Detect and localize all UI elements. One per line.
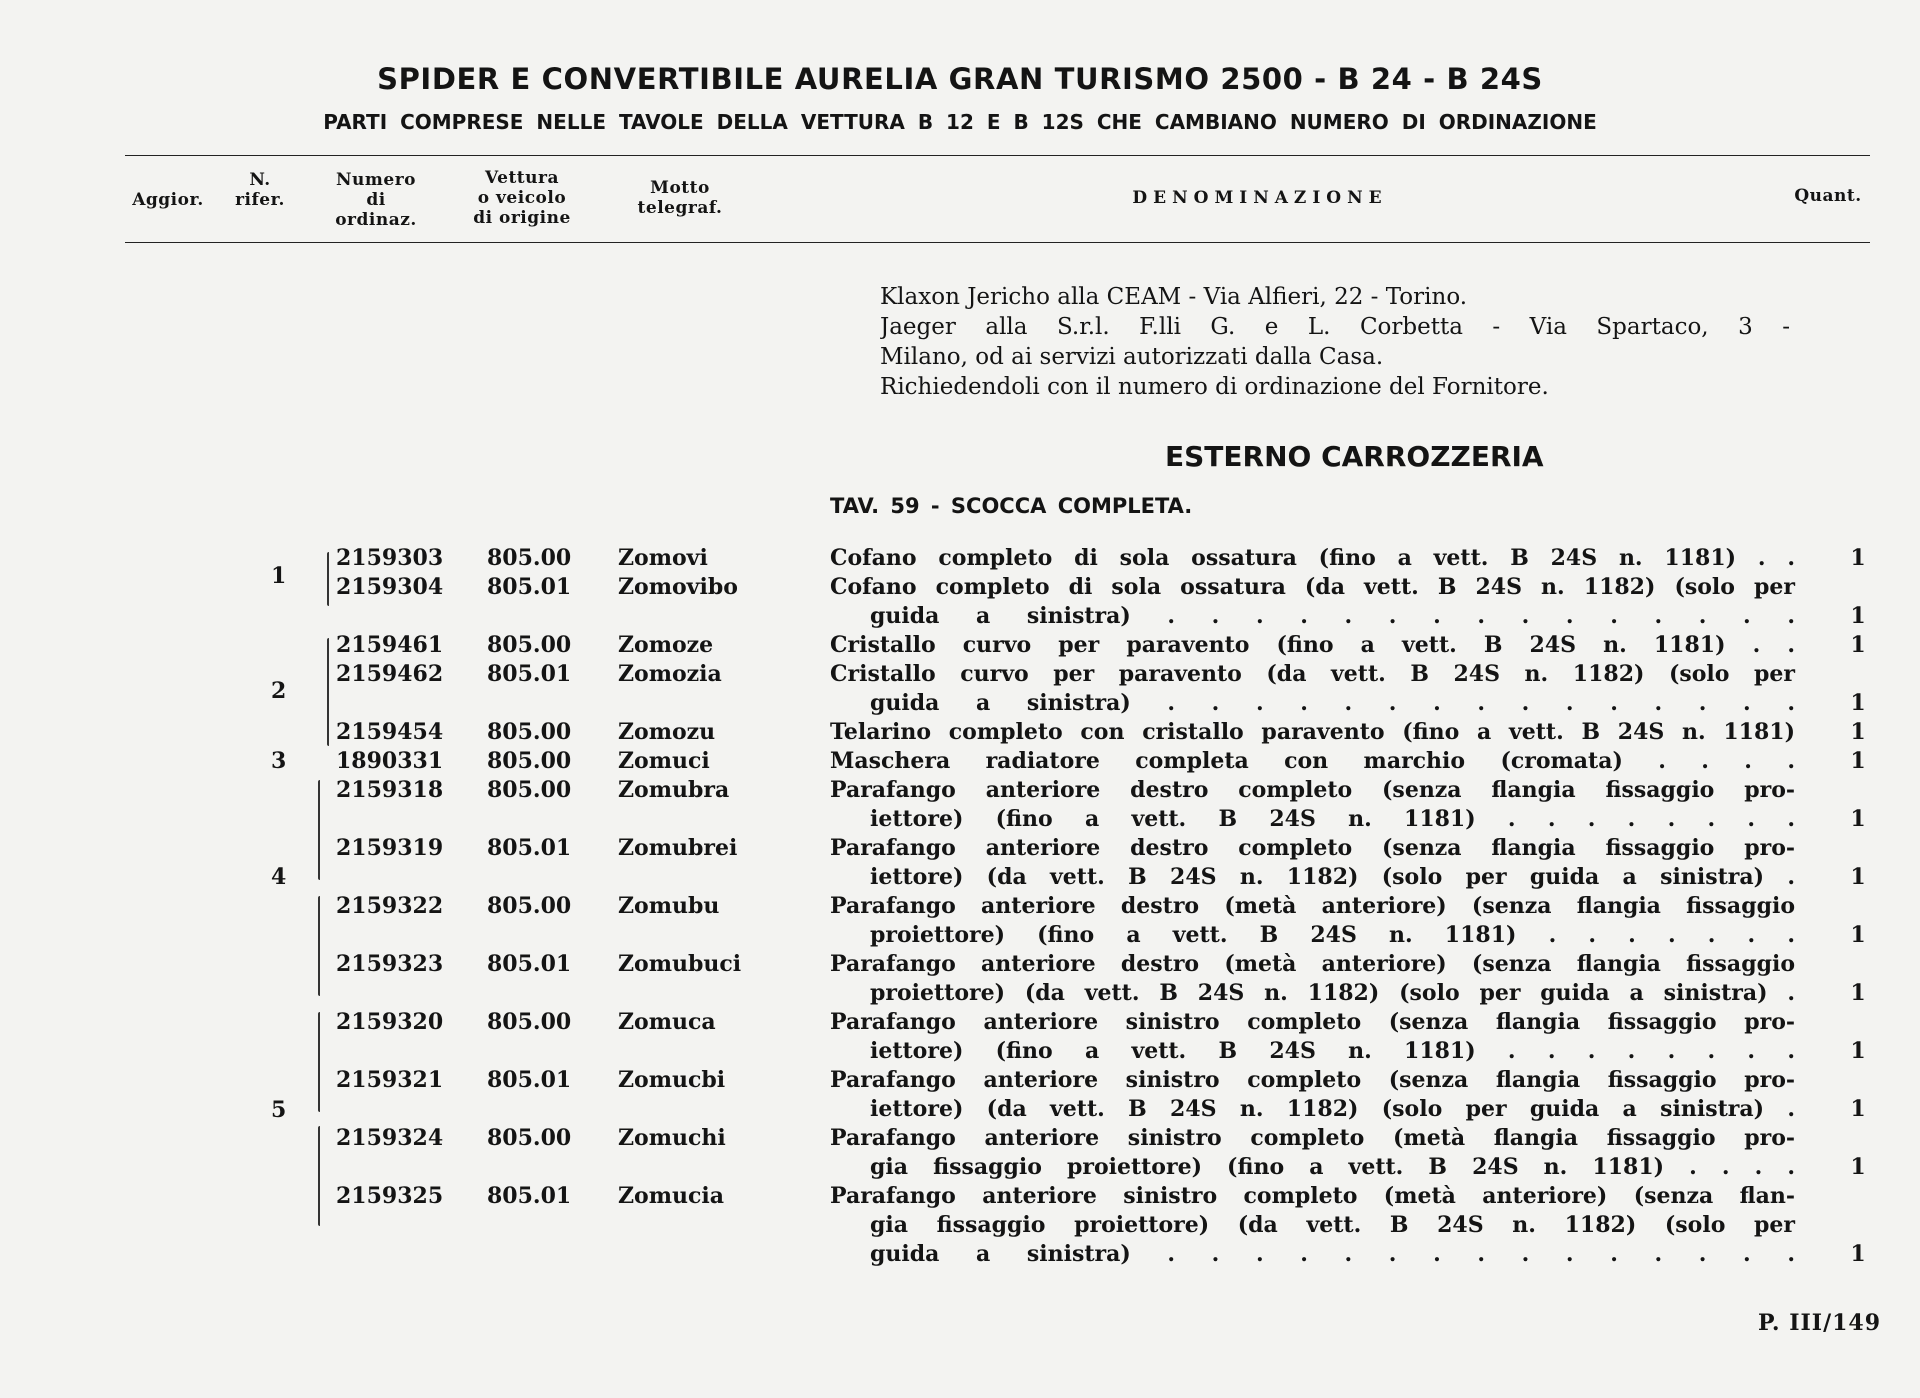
table-row-continuation <box>0 1154 1920 1183</box>
col-header-numero-line3: ordinaz. <box>335 210 417 230</box>
part-number: 2159324 <box>336 1125 444 1151</box>
part-number: 1890331 <box>336 748 444 774</box>
col-header-numero <box>318 170 434 230</box>
table-row <box>0 719 1920 748</box>
telegraph-code: Zomovi <box>618 545 708 571</box>
page-title: SPIDER E CONVERTIBILE AURELIA GRAN TURISMO 2500 - B 24 - B 24S <box>377 62 1543 96</box>
vehicle-code: 805.01 <box>487 835 572 861</box>
quantity: 1 <box>1850 1241 1866 1267</box>
quantity: 1 <box>1850 690 1866 716</box>
vehicle-code: 805.00 <box>487 719 572 745</box>
table-row <box>0 951 1920 980</box>
vehicle-code: 805.01 <box>487 1183 572 1209</box>
description-continuation: iettore) (fino a vett. B 24S n. 1181) . . . . . . . . <box>870 1038 1795 1064</box>
vehicle-code: 805.01 <box>487 951 572 977</box>
table-row <box>0 777 1920 806</box>
description: Parafango anteriore destro (metà anteriore) (senza flangia fissaggio <box>830 951 1795 977</box>
table-row <box>0 1125 1920 1154</box>
quantity: 1 <box>1850 719 1866 745</box>
part-number: 2159454 <box>336 719 444 745</box>
quantity: 1 <box>1850 1154 1866 1180</box>
part-number: 2159320 <box>336 1009 444 1035</box>
intro-line-4: Richiedendoli con il numero di ordinazione del Fornitore. <box>880 374 1549 400</box>
quantity: 1 <box>1850 748 1866 774</box>
description: Parafango anteriore sinistro completo (metà anteriore) (senza flan- <box>830 1183 1795 1209</box>
table-row-continuation <box>0 922 1920 951</box>
telegraph-code: Zomozu <box>618 719 716 745</box>
table-row <box>0 1183 1920 1212</box>
telegraph-code: Zomubuci <box>618 951 742 977</box>
part-number: 2159325 <box>336 1183 444 1209</box>
col-header-aggior: Aggior. <box>132 190 204 210</box>
col-header-vettura-line3: di origine <box>473 208 571 228</box>
col-header-rif <box>224 170 296 210</box>
part-number: 2159323 <box>336 951 444 977</box>
table-row-continuation <box>0 1096 1920 1125</box>
description-continuation: gia fissaggio proiettore) (fino a vett. B 24S n. 1181) . . . . <box>870 1154 1795 1180</box>
col-header-rif-line1: N. <box>249 170 271 190</box>
table-row <box>0 661 1920 690</box>
vehicle-code: 805.01 <box>487 1067 572 1093</box>
col-header-denominazione: DENOMINAZIONE <box>1132 188 1388 208</box>
col-header-motto-line1: Motto <box>650 178 710 198</box>
description-continuation: guida a sinistra) . . . . . . . . . . . . . . . <box>870 690 1795 716</box>
ref-number-1: 1 <box>271 563 287 589</box>
page-number: P. III/149 <box>1758 1310 1882 1336</box>
header-rule-bottom <box>125 242 1870 243</box>
description: Parafango anteriore sinistro completo (senza flangia fissaggio pro- <box>830 1009 1795 1035</box>
table-row-continuation <box>0 603 1920 632</box>
description: Parafango anteriore destro (metà anteriore) (senza flangia fissaggio <box>830 893 1795 919</box>
table-row <box>0 1009 1920 1038</box>
vehicle-code: 805.00 <box>487 777 572 803</box>
telegraph-code: Zomovibo <box>618 574 738 600</box>
section-heading: ESTERNO CARROZZERIA <box>1165 440 1544 473</box>
part-number: 2159318 <box>336 777 444 803</box>
quantity: 1 <box>1850 1038 1866 1064</box>
table-row <box>0 632 1920 661</box>
quantity: 1 <box>1850 545 1866 571</box>
description: Cofano completo di sola ossatura (fino a vett. B 24S n. 1181) . . <box>830 545 1795 571</box>
table-row-continuation <box>0 1038 1920 1067</box>
vehicle-code: 805.00 <box>487 1009 572 1035</box>
col-header-vettura-line2: o veicolo <box>477 188 567 208</box>
telegraph-code: Zomubu <box>618 893 720 919</box>
page-subtitle: PARTI COMPRESE NELLE TAVOLE DELLA VETTURA B 12 E B 12S CHE CAMBIANO NUMERO DI ORDINAZIONE <box>323 110 1597 134</box>
description: Parafango anteriore sinistro completo (metà flangia fissaggio pro- <box>830 1125 1795 1151</box>
intro-line-2: Jaeger alla S.r.l. F.lli G. e L. Corbetta - Via Spartaco, 3 - <box>880 314 1790 340</box>
description: Cristallo curvo per paravento (fino a vett. B 24S n. 1181) . . <box>830 632 1795 658</box>
col-header-numero-line2: di <box>366 190 386 210</box>
vehicle-code: 805.00 <box>487 632 572 658</box>
table-row <box>0 748 1920 777</box>
telegraph-code: Zomubra <box>618 777 730 803</box>
table-row-continuation <box>0 690 1920 719</box>
telegraph-code: Zomuci <box>618 748 710 774</box>
part-number: 2159462 <box>336 661 444 687</box>
telegraph-code: Zomubrei <box>618 835 738 861</box>
table-heading: TAV. 59 - SCOCCA COMPLETA. <box>830 494 1193 518</box>
telegraph-code: Zomozia <box>618 661 722 687</box>
intro-line-1: Klaxon Jericho alla CEAM - Via Alfieri, 22 - Torino. <box>880 284 1468 310</box>
description-continuation: guida a sinistra) . . . . . . . . . . . . . . . <box>870 603 1795 629</box>
part-number: 2159461 <box>336 632 444 658</box>
quantity: 1 <box>1850 632 1866 658</box>
col-header-vettura <box>452 168 592 228</box>
table-row <box>0 574 1920 603</box>
description: Maschera radiatore completa con marchio (cromata) . . . . <box>830 748 1795 774</box>
description: Parafango anteriore destro completo (senza flangia fissaggio pro- <box>830 777 1795 803</box>
description: Telarino completo con cristallo paravento (fino a vett. B 24S n. 1181) <box>830 719 1795 745</box>
ref-number-4: 4 <box>271 864 287 890</box>
col-header-motto-line2: telegraf. <box>637 198 723 218</box>
part-number: 2159303 <box>336 545 444 571</box>
table-row-continuation <box>0 806 1920 835</box>
telegraph-code: Zomucbi <box>618 1067 726 1093</box>
part-number: 2159319 <box>336 835 444 861</box>
description: Cristallo curvo per paravento (da vett. B 24S n. 1182) (solo per <box>830 661 1795 687</box>
intro-line-3: Milano, od ai servizi autorizzati dalla Casa. <box>880 344 1384 370</box>
vehicle-code: 805.00 <box>487 1125 572 1151</box>
ref-number-5: 5 <box>271 1097 287 1123</box>
quantity: 1 <box>1850 603 1866 629</box>
description-continuation: gia fissaggio proiettore) (da vett. B 24S n. 1182) (solo per <box>870 1212 1795 1238</box>
description-continuation: guida a sinistra) . . . . . . . . . . . . . . . <box>870 1241 1795 1267</box>
vehicle-code: 805.01 <box>487 574 572 600</box>
col-header-quant: Quant. <box>1794 186 1862 206</box>
description-continuation: iettore) (da vett. B 24S n. 1182) (solo per guida a sinistra) . <box>870 1096 1795 1122</box>
vehicle-code: 805.00 <box>487 545 572 571</box>
table-row <box>0 835 1920 864</box>
description-continuation: iettore) (fino a vett. B 24S n. 1181) . . . . . . . . <box>870 806 1795 832</box>
table-row <box>0 893 1920 922</box>
quantity: 1 <box>1850 1096 1866 1122</box>
table-row <box>0 1067 1920 1096</box>
table-row <box>0 545 1920 574</box>
vehicle-code: 805.00 <box>487 893 572 919</box>
description-continuation: iettore) (da vett. B 24S n. 1182) (solo per guida a sinistra) . <box>870 864 1795 890</box>
ref-number-3: 3 <box>271 748 287 774</box>
table-row-continuation <box>0 1212 1920 1241</box>
description-continuation: proiettore) (da vett. B 24S n. 1182) (solo per guida a sinistra) . <box>870 980 1795 1006</box>
telegraph-code: Zomuca <box>618 1009 716 1035</box>
telegraph-code: Zomucia <box>618 1183 725 1209</box>
col-header-rif-line2: rifer. <box>235 190 285 210</box>
vehicle-code: 805.01 <box>487 661 572 687</box>
quantity: 1 <box>1850 864 1866 890</box>
col-header-vettura-line1: Vettura <box>485 168 559 188</box>
part-number: 2159304 <box>336 574 444 600</box>
description: Cofano completo di sola ossatura (da vett. B 24S n. 1182) (solo per <box>830 574 1795 600</box>
quantity: 1 <box>1850 806 1866 832</box>
ref-number-2: 2 <box>271 678 287 704</box>
col-header-motto <box>618 178 742 218</box>
part-number: 2159321 <box>336 1067 444 1093</box>
part-number: 2159322 <box>336 893 444 919</box>
header-rule-top <box>125 155 1870 156</box>
table-row-continuation <box>0 980 1920 1009</box>
description: Parafango anteriore destro completo (senza flangia fissaggio pro- <box>830 835 1795 861</box>
table-row-continuation <box>0 1241 1920 1270</box>
description: Parafango anteriore sinistro completo (senza flangia fissaggio pro- <box>830 1067 1795 1093</box>
table-row-continuation <box>0 864 1920 893</box>
telegraph-code: Zomoze <box>618 632 714 658</box>
quantity: 1 <box>1850 922 1866 948</box>
vehicle-code: 805.00 <box>487 748 572 774</box>
description-continuation: proiettore) (fino a vett. B 24S n. 1181) . . . . . . . <box>870 922 1795 948</box>
col-header-numero-line1: Numero <box>336 170 416 190</box>
quantity: 1 <box>1850 980 1866 1006</box>
telegraph-code: Zomuchi <box>618 1125 726 1151</box>
